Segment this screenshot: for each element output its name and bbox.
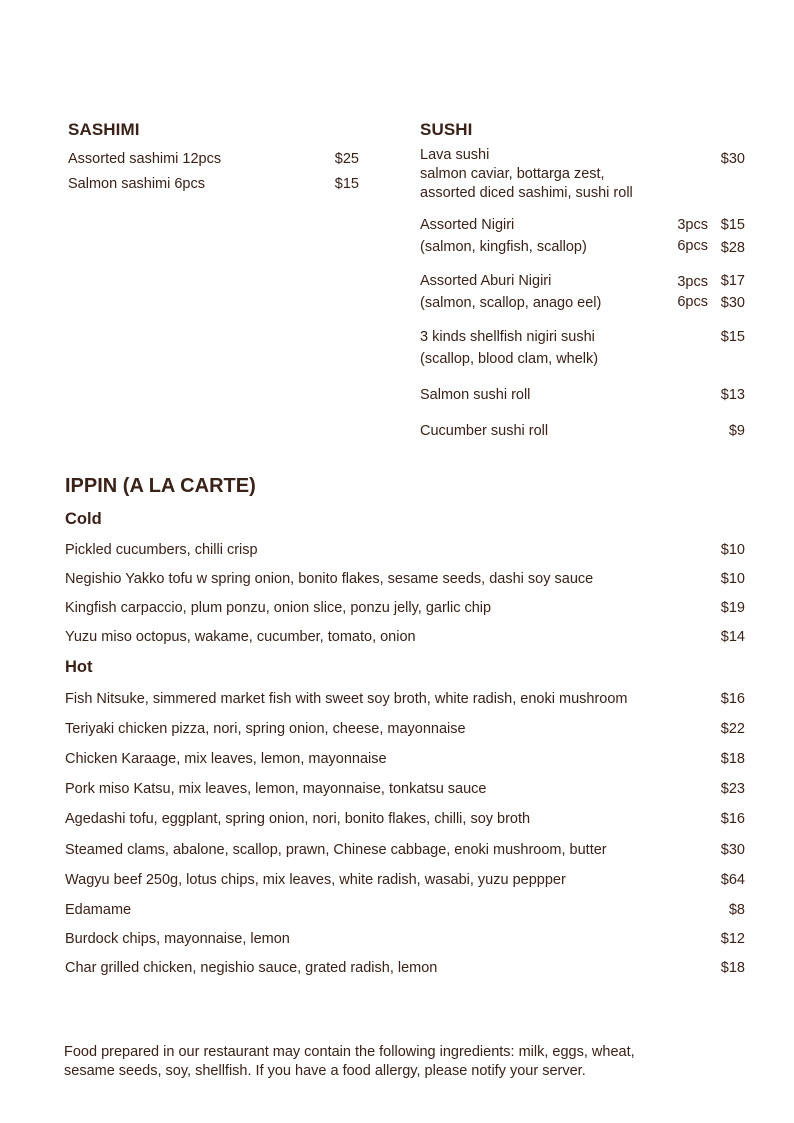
cucumber-roll-name: Cucumber sushi roll	[420, 423, 549, 439]
aburi-qty: 3pcs	[677, 274, 708, 290]
cold-item-price: $19	[720, 600, 745, 616]
hot-item-name: Teriyaki chicken pizza, nori, spring onion, cheese, mayonnaise	[65, 721, 466, 737]
lava-sushi-desc: salmon caviar, bottarga zest,	[420, 166, 605, 182]
aburi-desc: (salmon, scallop, anago eel)	[420, 295, 602, 311]
hot-item-price: $30	[720, 842, 745, 858]
lava-sushi-desc: assorted diced sashimi, sushi roll	[420, 185, 633, 201]
nigiri-qty: 6pcs	[677, 238, 708, 254]
cold-item-name: Negishio Yakko tofu w spring onion, bonito flakes, sesame seeds, dashi soy sauce	[65, 571, 594, 587]
hot-item-name: Wagyu beef 250g, lotus chips, mix leaves, white radish, wasabi, yuzu peppper	[65, 872, 566, 888]
cucumber-roll-price: $9	[728, 423, 745, 439]
allergy-note-line: sesame seeds, soy, shellfish. If you have a food allergy, please notify your server.	[64, 1063, 586, 1079]
shellfish-name: 3 kinds shellfish nigiri sushi	[420, 329, 595, 345]
lava-sushi-price: $30	[720, 151, 745, 167]
hot-item-price: $23	[720, 781, 745, 797]
sashimi-item-name: Salmon sashimi 6pcs	[68, 176, 205, 192]
sashimi-item-name: Assorted sashimi 12pcs	[68, 151, 222, 167]
hot-item-price: $12	[720, 931, 745, 947]
sashimi-item-price: $25	[334, 151, 359, 167]
cold-item-price: $10	[720, 542, 745, 558]
salmon-roll-price: $13	[720, 387, 745, 403]
hot-item-name: Burdock chips, mayonnaise, lemon	[65, 931, 290, 947]
nigiri-name: Assorted Nigiri	[420, 217, 515, 233]
hot-item-price: $8	[728, 902, 745, 918]
nigiri-desc: (salmon, kingfish, scallop)	[420, 239, 587, 255]
aburi-qty: 6pcs	[677, 294, 708, 310]
sushi-heading: SUSHI	[420, 120, 473, 139]
hot-item-name: Chicken Karaage, mix leaves, lemon, mayonnaise	[65, 751, 387, 767]
aburi-name: Assorted Aburi Nigiri	[420, 273, 552, 289]
hot-item-price: $16	[720, 691, 745, 707]
hot-item-name: Char grilled chicken, negishio sauce, grated radish, lemon	[65, 960, 438, 976]
hot-item-name: Steamed clams, abalone, scallop, prawn, Chinese cabbage, enoki mushroom, butter	[65, 842, 607, 858]
aburi-price: $30	[720, 295, 745, 311]
sashimi-heading: SASHIMI	[68, 120, 140, 139]
hot-item-price: $18	[720, 960, 745, 976]
cold-heading: Cold	[65, 510, 102, 528]
cold-item-name: Kingfish carpaccio, plum ponzu, onion slice, ponzu jelly, garlic chip	[65, 600, 492, 616]
hot-item-name: Agedashi tofu, eggplant, spring onion, nori, bonito flakes, chilli, soy broth	[65, 811, 531, 827]
nigiri-price: $28	[720, 240, 745, 256]
sashimi-item-price: $15	[334, 176, 359, 192]
hot-item-price: $16	[720, 811, 745, 827]
hot-item-name: Edamame	[65, 902, 132, 918]
hot-item-price: $22	[720, 721, 745, 737]
hot-item-price: $18	[720, 751, 745, 767]
lava-sushi-name: Lava sushi	[420, 147, 490, 163]
cold-item-name: Pickled cucumbers, chilli crisp	[65, 542, 258, 558]
cold-item-price: $14	[720, 629, 745, 645]
cold-item-name: Yuzu miso octopus, wakame, cucumber, tomato, onion	[65, 629, 416, 645]
salmon-roll-name: Salmon sushi roll	[420, 387, 531, 403]
hot-item-name: Fish Nitsuke, simmered market fish with sweet soy broth, white radish, enoki mushroom	[65, 691, 628, 707]
shellfish-price: $15	[720, 329, 745, 345]
nigiri-qty: 3pcs	[677, 217, 708, 233]
aburi-price: $17	[720, 273, 745, 289]
hot-item-name: Pork miso Katsu, mix leaves, lemon, mayonnaise, tonkatsu sauce	[65, 781, 487, 797]
hot-heading: Hot	[65, 658, 93, 676]
cold-item-price: $10	[720, 571, 745, 587]
shellfish-desc: (scallop, blood clam, whelk)	[420, 351, 599, 367]
hot-item-price: $64	[720, 872, 745, 888]
nigiri-price: $15	[720, 217, 745, 233]
allergy-note-line: Food prepared in our restaurant may contain the following ingredients: milk, eggs, wheat,	[64, 1044, 635, 1060]
ippin-heading: IPPIN (A LA CARTE)	[65, 475, 256, 497]
